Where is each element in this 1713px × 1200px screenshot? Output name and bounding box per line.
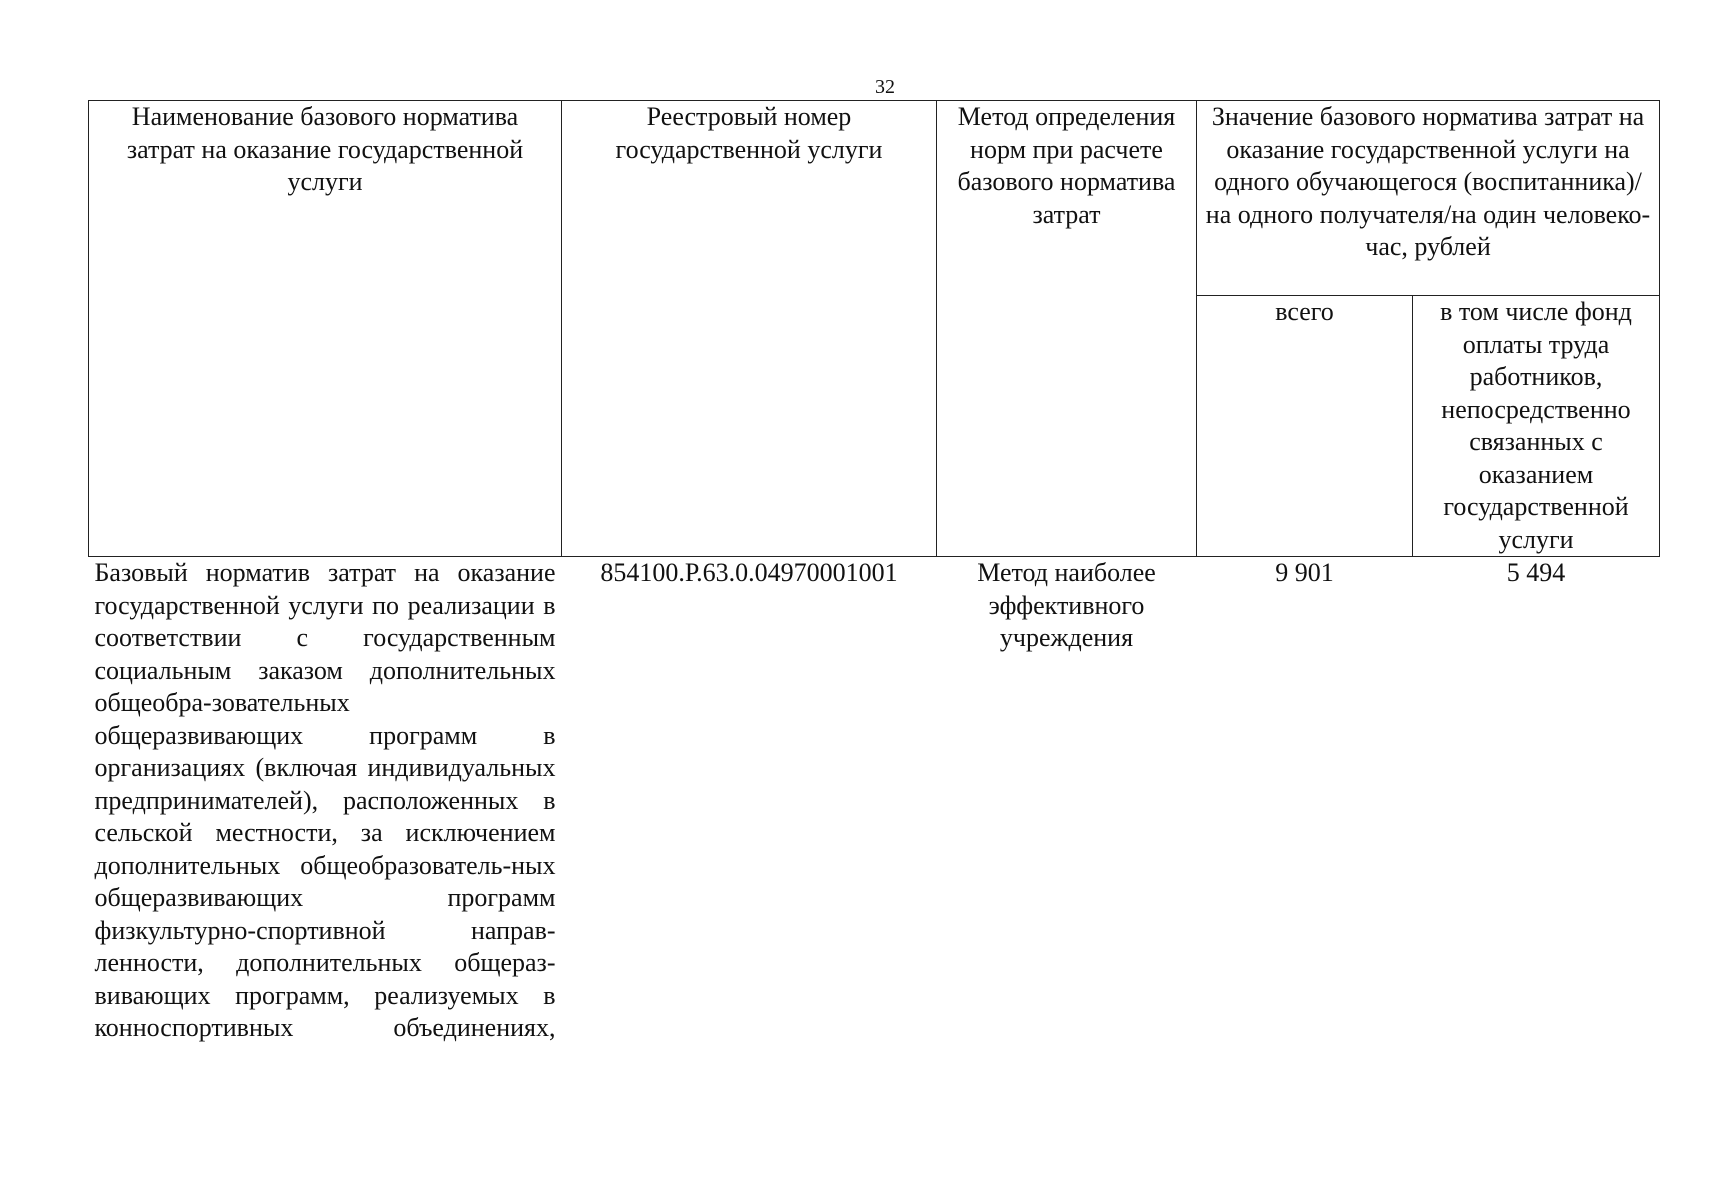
header-value: Значение базового норматива затрат на оказание государственной услуги на одного обучающегося (воспитанника)/на одного получателя/на один человеко-час, рублей [1197, 101, 1660, 296]
header-name: Наименование базового норматива затрат на оказание государственной услуги [89, 101, 562, 557]
page-number: 32 [875, 76, 895, 98]
header-value-wage-fund: в том числе фонд оплаты труда работников, непосредственно связанных с оказанием государственной услуги [1413, 296, 1660, 557]
table-row [89, 557, 1660, 1045]
row-wage-fund: 5 494 [1506, 558, 1566, 587]
table-header [89, 101, 1660, 557]
table-body [89, 557, 1660, 1045]
header-method: Метод определения норм при расчете базового норматива затрат [937, 101, 1197, 557]
header-row-main [89, 101, 1660, 296]
row-total: 9 901 [1275, 558, 1334, 587]
row-registry-number: 854100.Р.63.0.04970001001 [600, 558, 898, 587]
row-name: Базовый норматив затрат на оказание государственной услуги по реализации в соответствии с государственным социальным заказом дополнительных общеобра-зовательных общеразвивающих программ в организациях (включая индивидуальных предпринимателей), расположенных в сельской местности, за исключением дополнительных общеобразователь-ных общеразвивающих программ физкультурно-спортивной направ-ленности, дополнительных общераз-вивающих программ, реализуемых в конноспортивных объединениях, [94, 558, 556, 1042]
row-method: Метод наиболее эффективного учреждения [977, 558, 1156, 652]
header-value-total: всего [1197, 296, 1413, 557]
normative-costs-table [88, 100, 1660, 1045]
header-registry-number: Реестровый номер государственной услуги [562, 101, 937, 557]
